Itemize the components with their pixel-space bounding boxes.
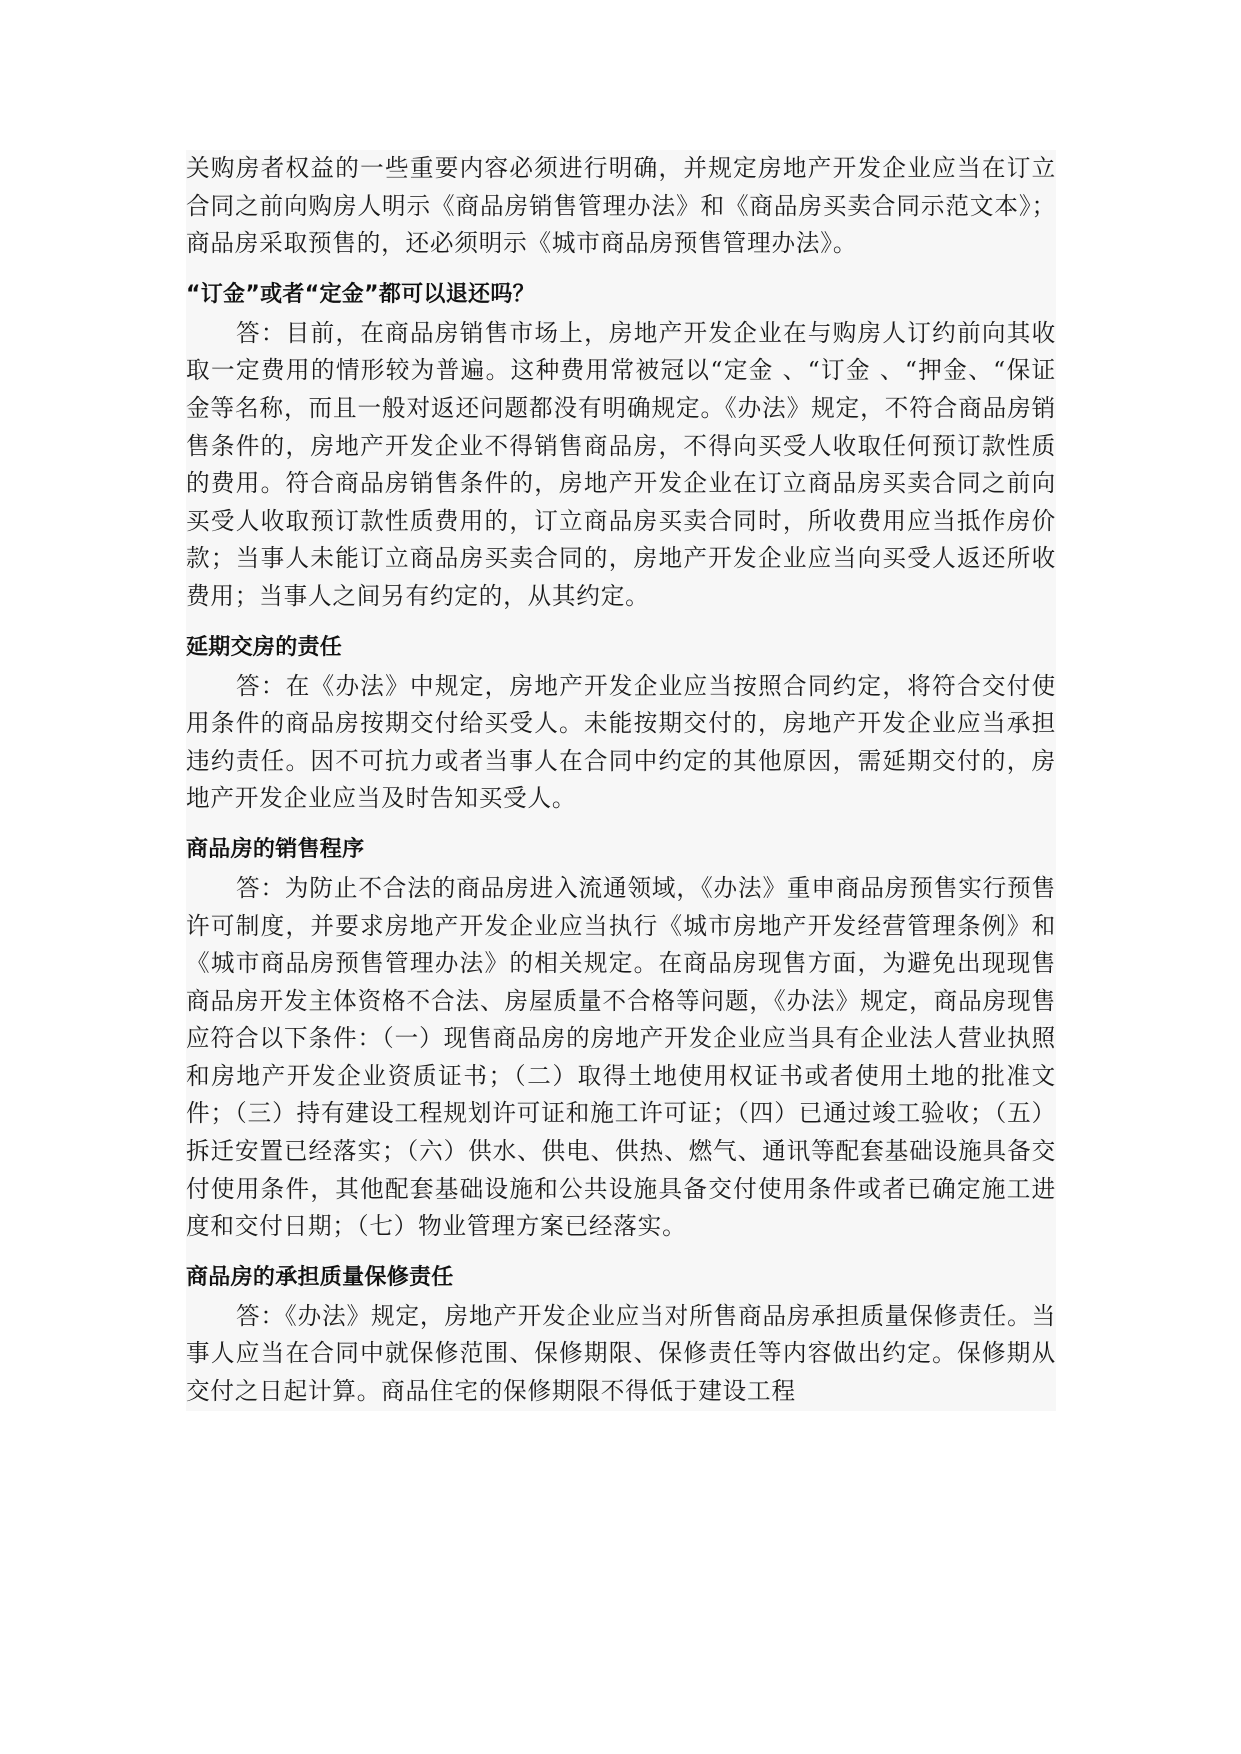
- section-heading: 商品房的销售程序: [186, 836, 365, 862]
- section-answer: 答：在《办法》中规定，房地产开发企业应当按照合同约定，将符合交付使用条件的商品房按期交付给买受人。未能按期交付的，房地产开发企业应当承担违约责任。因不可抗力或者当事人在合同中约定的其他原因，需延期交付的，房地产开发企业应当及时告知买受人。: [186, 671, 1056, 813]
- section-deposit-refund: [186, 263, 1056, 616]
- section-heading: 延期交房的责任: [186, 634, 343, 660]
- section-heading: “订金”或者“定金”都可以退还吗？: [186, 281, 535, 307]
- section-quality-warranty: [186, 1246, 1056, 1411]
- document-body: [186, 150, 1056, 1411]
- section-delayed-delivery: [186, 616, 1056, 818]
- intro-paragraph: 关购房者权益的一些重要内容必须进行明确，并规定房地产开发企业应当在订立合同之前向购房人明示《商品房销售管理办法》和《商品房买卖合同示范文本》；商品房采取预售的，还必须明示《城市商品房预售管理办法》。: [186, 154, 1056, 258]
- section-answer: 答：《办法》规定，房地产开发企业应当对所售商品房承担质量保修责任。当事人应当在合同中就保修范围、保修期限、保修责任等内容做出约定。保修期从交付之日起计算。商品住宅的保修期限不得低于建设工程: [186, 1301, 1056, 1406]
- section-answer: 答：目前，在商品房销售市场上，房地产开发企业在与购房人订约前向其收取一定费用的情形较为普遍。这种费用常被冠以“定金 、“订金 、“押金、“保证金等名称，而且一般对返还问题都没有明确规定。《办法》规定，不符合商品房销售条件的，房地产开发企业不得销售商品房，不得向买受人收取任何预订款性质的费用。符合商品房销售条件的，房地产开发企业在订立商品房买卖合同之前向买受人收取预订款性质费用的，订立商品房买卖合同时，所收费用应当抵作房价款；当事人未能订立商品房买卖合同的，房地产开发企业应当向买受人返还所收费用；当事人之间另有约定的，从其约定。: [186, 318, 1056, 610]
- section-sales-procedure: [186, 818, 1056, 1246]
- section-heading: 商品房的承担质量保修责任: [186, 1264, 454, 1290]
- section-answer: 答：为防止不合法的商品房进入流通领域，《办法》重申商品房预售实行预售许可制度，并要求房地产开发企业应当执行《城市房地产开发经营管理条例》和《城市商品房预售管理办法》的相关规定。在商品房现售方面，为避免出现现售商品房开发主体资格不合法、房屋质量不合格等问题，《办法》规定，商品房现售应符合以下条件：（一）现售商品房的房地产开发企业应当具有企业法人营业执照和房地产开发企业资质证书；（二）取得土地使用权证书或者使用土地的批准文件；（三）持有建设工程规划许可证和施工许可证；（四）已通过竣工验收；（五）拆迁安置已经落实；（六）供水、供电、供热、燃气、通讯等配套基础设施具备交付使用条件，其他配套基础设施和公共设施具备交付使用条件或者已确定施工进度和交付日期；（七）物业管理方案已经落实。: [186, 873, 1056, 1241]
